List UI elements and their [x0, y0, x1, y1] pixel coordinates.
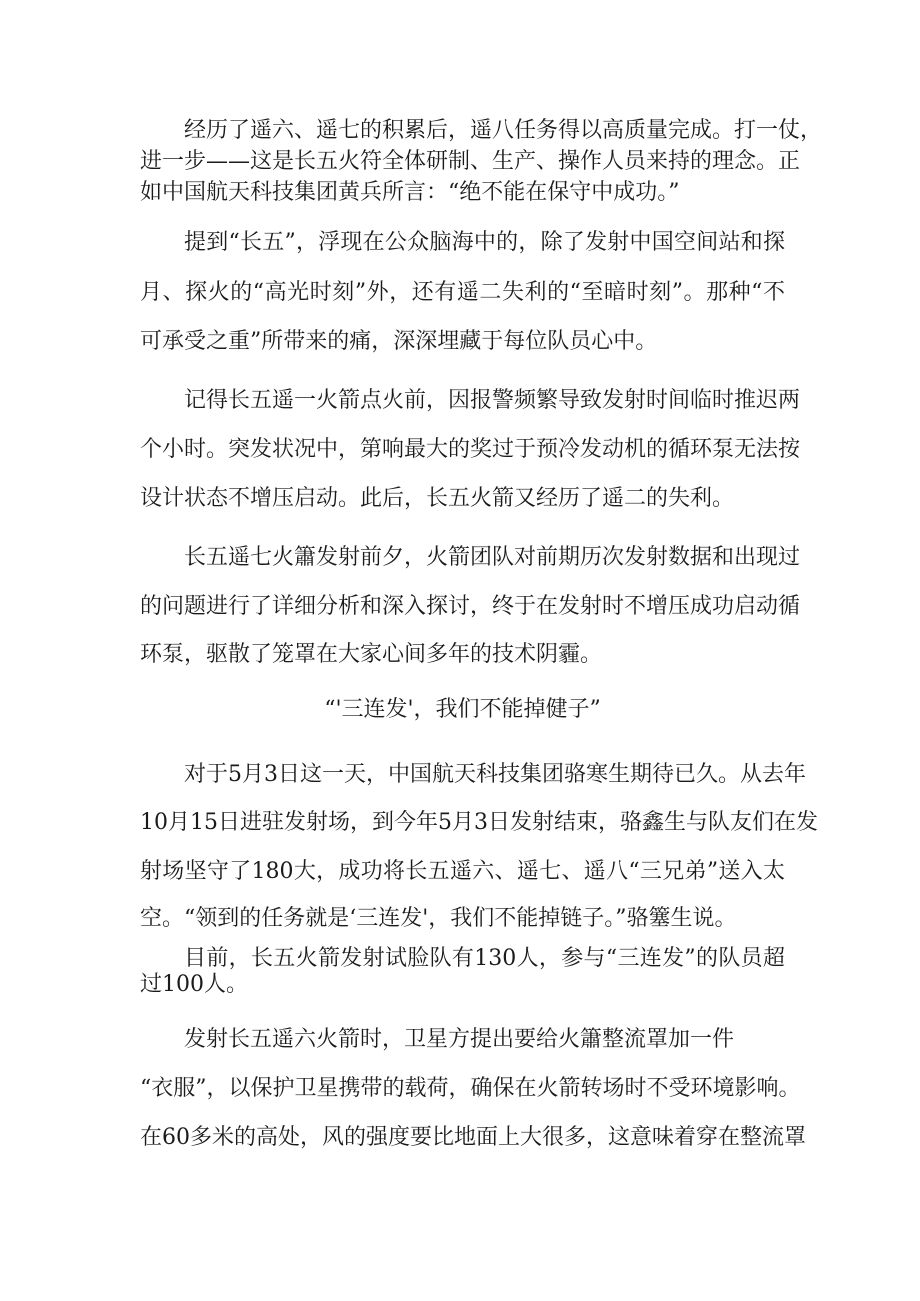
- p5-line-1: 对于5月3日这一天，中国航天科技集团骆寒生期待已久。从去年: [184, 762, 806, 787]
- p6-line-2: 过100人。: [140, 972, 248, 997]
- p3-line-3: 设计状态不增压启动。此后，长五火箭又经历了遥二的失利。: [140, 486, 735, 511]
- p5-line-3: 射场坚守了180大，成功将长五遥六、遥七、遥八“三兄弟”送入太: [140, 859, 785, 884]
- p4-line-2: 的问题进行了详细分析和深入探讨，终于在发射时不增压成功启动循: [140, 594, 801, 619]
- p6-line-1: 目前，长五火箭发射试脸队有130人，参与“三连发”的队员超: [184, 946, 785, 971]
- p7-line-1: 发射长五遥六火箭时，卫星方提出要给火簫整流罩加一件: [184, 1027, 735, 1052]
- section-heading: “'三连发'，我们不能掉健子”: [324, 697, 601, 722]
- p2-line-1: 提到“长五”，浮现在公众脑海中的，除了发射中国空间站和探: [184, 230, 785, 255]
- p7-line-3: 在60多米的高处，风的强度要比地面上大很多，这意味着穿在整流罩: [140, 1125, 806, 1150]
- p4-line-1: 长五遥七火簫发射前夕，火箭团队对前期历次发射数据和出现过: [184, 545, 801, 570]
- p4-line-3: 环泵，驱散了笼罩在大家心间多年的技术阴霾。: [140, 642, 603, 667]
- p5-line-2: 10月15日进驻发射场，到今年5月3日发射结束，骆鑫生与队友们在发: [140, 810, 818, 835]
- p3-line-1: 记得长五遥一火箭点火前，因报警频繁导致发射时间临时推迟两: [184, 388, 801, 413]
- p2-line-3: 可承受之重”所带来的痛，深深埋藏于每位队员心中。: [140, 329, 658, 354]
- p1-line-1: 经历了遥六、遥七的积累后，遥八任务得以高质量完成。打一仗，: [184, 118, 823, 143]
- p1-line-3: 如中国航天科技集团黄兵所言：“绝不能在保守中成功。”: [140, 180, 680, 205]
- p5-line-4: 空。“领到的任务就是‘三连发'，我们不能掉链子。”骆簺生说。: [140, 906, 737, 931]
- p1-line-2: 进一步——这是长五火符全体研制、生产、操作人员来持的理念。正: [140, 149, 801, 174]
- p3-line-2: 个小时。突发状况中，第响最大的奖过于预冷发动机的循环泵无法按: [140, 437, 801, 462]
- p7-line-2: “衣服”，以保护卫星携带的载荷，确保在火箭转场时不受环境影响。: [140, 1076, 801, 1101]
- p2-line-2: 月、探火的“高光时刻”外，还有遥二失利的“至暗时刻”。那种“不: [140, 280, 785, 305]
